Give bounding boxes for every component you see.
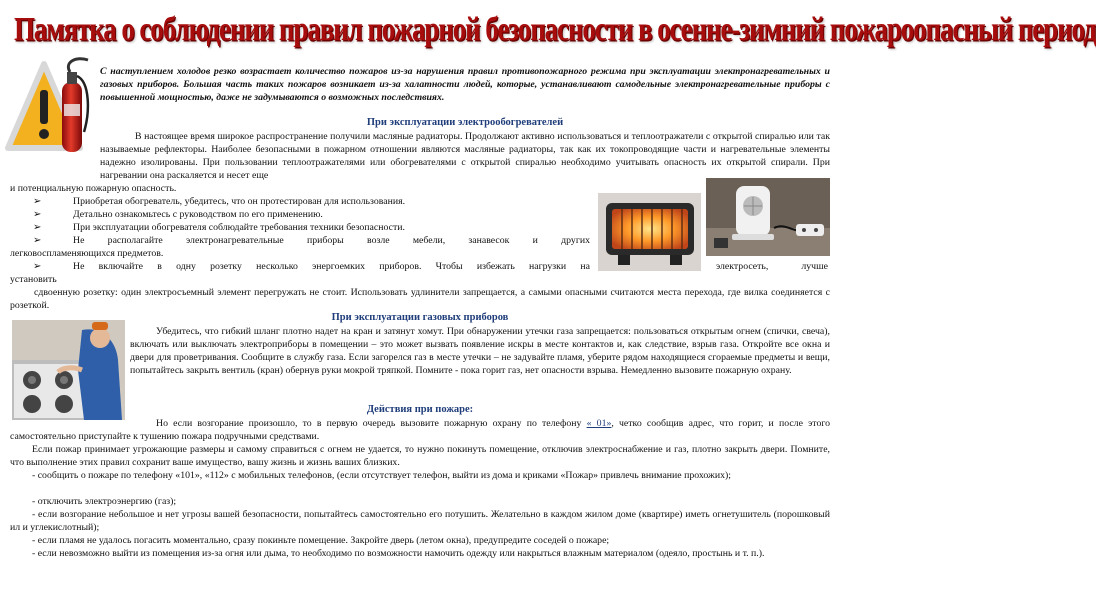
heaters-item-4: ➢ Не располагайте электронагревательные приборы возле мебели, занавесок и других (0, 234, 590, 247)
bullet-arrow-icon: ➢ (33, 235, 42, 246)
gas-stove-image (12, 320, 125, 420)
page-title: Памятка о соблюдении правил пожарной безопасности в осенне-зимний пожароопасный период (14, 10, 1096, 48)
heaters-item-5-cont2: сдвоенную розетку: один электросъемный элемент перегружать не стоит. Использовать удлинители запрещается, а самыми опасными считаются места перехода, где вилка соединяется с розеткой. (10, 287, 830, 311)
fire-bullet-5: - если невозможно выйти из помещения из-за огня или дыма, то необходимо по возможности намочить одежду или накрыться влажным материалом (одеяло, простынь и т. п.). (32, 548, 765, 559)
fire-paragraph-1: Но если возгорание произошло, то в первую очередь вызовите пожарную охрану по телефону « 01», четко сообщив адрес, что горит, и после этого самостоятельно приступайте к тушению пожара подручными средствами. (10, 418, 831, 442)
gas-paragraph: Убедитесь, что гибкий шланг плотно надет на кран и затянут хомут. При обнаружении утечки газа запрещается: пользоваться открытым огнем (спички, свеча), включать или выключать электроприборы в помещении – это может вызвать появление искры в месте контактов и, как следствие, взрыв газа. Откройте все окна и двери для проветривания. Сообщите в службу газа. Если загорелся газ в месте утечки – не задувайте пламя, уберите рядом находящиеся сгораемые предметы и вещи, попытайтесь закрыть вентиль (кран) обернув руки мокрой тряпкой. Помните - пока горит газ, нет опасности взрыва. Немедленно вызовите пожарную охрану. (130, 326, 830, 376)
heaters-item-3: ➢ При эксплуатации обогревателя соблюдайте требования техники безопасности. (0, 221, 560, 234)
bullet-arrow-icon: ➢ (33, 222, 42, 233)
heaters-item-4-cont: легковоспламеняющихся предметов. (10, 248, 164, 259)
fire-heading: Действия при пожаре: (366, 404, 474, 415)
bullet-arrow-icon: ➢ (33, 196, 42, 207)
bullet-arrow-icon: ➢ (33, 209, 42, 220)
heaters-para-tail: и потенциальную пожарную опасность. (10, 183, 177, 194)
heaters-item-5-cont1: установить (10, 274, 57, 285)
phone-link[interactable]: « 01» (586, 418, 612, 429)
heaters-paragraph (100, 130, 830, 182)
gas-heading: При эксплуатации газовых приборов (331, 312, 509, 323)
heaters-para-rest: и теплоотражатели с открытой спиралью или так называемые рефлекторы. Наиболее безопасными в пожарном отношении являются масляные радиаторы, так как их токопроводящие части и нагревательные элементы надежно изолированы. При пользовании теплоотражателями или обогревателями с открытой спиралью необходимо учитывать опасность их открытой спирали. При нагревании она раскаляется и несет еще (100, 131, 830, 181)
heaters-item-2: ➢ Детально ознакомьтесь с руководством по его применению. (0, 208, 560, 221)
intro-paragraph: С наступлением холодов резко возрастает количество пожаров из-за нарушения правил противопожарного режима при эксплуатации электронагревательных и газовых приборов. Большая часть таких пожаров возникает из-за халатности людей, которые, устанавливают самодельные электронагревательные приборы с повышенной мощностью, даже не задумываются о возможных последствиях. (100, 66, 830, 103)
bullet-arrow-icon: ➢ (33, 261, 42, 272)
heaters-item-1: ➢ Приобретая обогреватель, убедитесь, что он протестирован для использования. (0, 195, 560, 208)
heaters-item-5-right: электросеть, лучше (716, 261, 828, 272)
fire-bullet-2: - отключить электроэнергию (газ); (32, 496, 177, 507)
fire-bullet-3: - если возгорание небольшое и нет угрозы вашей безопасности, попытайтесь самостоятельно его потушить. Желательно в каждом жилом доме (квартире) иметь огнетушитель (порошковый ил и углекислотный); (10, 509, 830, 533)
radiant-heater-image (598, 193, 701, 271)
fire-bullet-4: - если пламя не удалось погасить моментально, сразу покиньте помещение. Закройте дверь (летом окна), предупредите соседей о пожаре; (32, 535, 610, 546)
fire-paragraph-2: Если пожар принимает угрожающие размеры и самому справиться с огнем не удается, то нужно покинуть помещение, отключив электроснабжение и газ, плотно закрыть двери. Помните, что выполнение этих правил сохранит ваше имущество, вашу жизнь и жизнь ваших близких. (10, 444, 830, 468)
warning-extinguisher-image (4, 52, 94, 160)
fire-bullet-1: - сообщить о пожаре по телефону «101», «112» с мобильных телефонов, (если отсутствует телефон, выйти из дома и криками «Пожар» привлечь внимание прохожих); (32, 470, 731, 481)
fan-heater-image (706, 178, 830, 256)
heaters-heading: При эксплуатации электрообогревателей (366, 117, 564, 128)
heaters-item-5: ➢ Не включайте в одну розетку несколько энергоемких приборов. Чтобы избежать нагрузки на (0, 260, 590, 273)
heaters-para-line1: В настоящее время широкое распространение получили масляные радиаторы. Продолжают активно использоваться (135, 131, 622, 142)
